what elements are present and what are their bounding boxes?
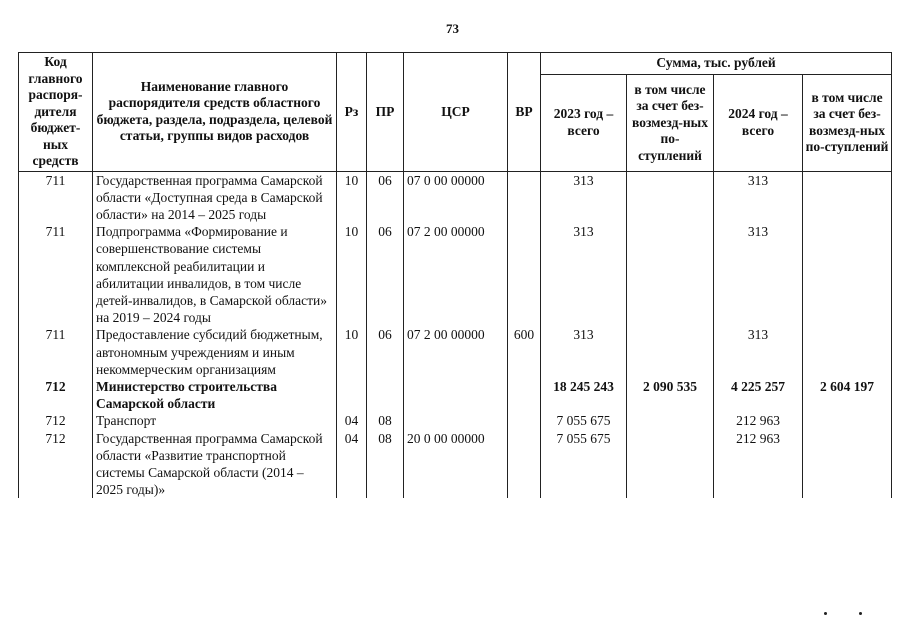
header-pr: ПР: [367, 53, 404, 172]
header-code: Код главного распоря-дителя бюджет-ных средств: [19, 53, 93, 172]
header-vr: ВР: [508, 53, 541, 172]
cell-2024-grants: [803, 326, 892, 378]
cell-csr: [404, 378, 508, 412]
header-2024-total: 2024 год – всего: [714, 75, 803, 172]
cell-2023-total: 7 055 675: [541, 430, 627, 499]
cell-2024-total: 313: [714, 223, 803, 326]
cell-name: Государственная программа Самарской области «Доступная среда в Самарской области» на 2014 – 2025 годы: [93, 171, 337, 223]
cell-rz: 04: [337, 430, 367, 499]
cell-csr: 07 2 00 00000: [404, 223, 508, 326]
cell-rz: 10: [337, 223, 367, 326]
table-row: [19, 223, 892, 326]
table-row: [19, 412, 892, 429]
cell-code: 712: [19, 378, 93, 412]
cell-csr: [404, 412, 508, 429]
cell-2023-grants: [627, 412, 714, 429]
cell-csr: 07 2 00 00000: [404, 326, 508, 378]
cell-csr: 20 0 00 00000: [404, 430, 508, 499]
cell-2023-total: 313: [541, 223, 627, 326]
cell-pr: [367, 378, 404, 412]
cell-name: Государственная программа Самарской области «Развитие транспортной системы Самарской области (2014 – 2025 годы)»: [93, 430, 337, 499]
cell-2023-grants: [627, 430, 714, 499]
cell-rz: 10: [337, 171, 367, 223]
header-2023-grants: в том числе за счет без-возмезд-ных по-ступлений: [627, 75, 714, 172]
cell-vr: [508, 171, 541, 223]
cell-2024-grants: [803, 223, 892, 326]
cell-2023-grants: 2 090 535: [627, 378, 714, 412]
cell-code: 712: [19, 412, 93, 429]
table-row: [19, 430, 892, 499]
cell-2024-total: 313: [714, 171, 803, 223]
cell-rz: [337, 378, 367, 412]
table-row: [19, 378, 892, 412]
cell-2023-grants: [627, 223, 714, 326]
page-number: 73: [446, 21, 459, 36]
cell-2024-total: 4 225 257: [714, 378, 803, 412]
cell-code: 711: [19, 326, 93, 378]
cell-2023-grants: [627, 171, 714, 223]
cell-2024-grants: [803, 412, 892, 429]
table-row: [19, 326, 892, 378]
cell-vr: [508, 412, 541, 429]
cell-pr: 06: [367, 223, 404, 326]
cell-2023-grants: [627, 326, 714, 378]
cell-name: Министерство строительства Самарской области: [93, 378, 337, 412]
header-2023-total: 2023 год – всего: [541, 75, 627, 172]
cell-pr: 08: [367, 412, 404, 429]
cell-2023-total: 313: [541, 326, 627, 378]
budget-table: [18, 52, 892, 498]
cell-2023-total: 18 245 243: [541, 378, 627, 412]
cell-2024-grants: [803, 430, 892, 499]
header-rz: Рз: [337, 53, 367, 172]
cell-code: 711: [19, 223, 93, 326]
cell-2024-total: 212 963: [714, 430, 803, 499]
cell-name: Подпрограмма «Формирование и совершенствование системы комплексной реабилитации и абилитации инвалидов, в том числе детей-инвалидов, в Самарской области» на 2019 – 2024 годы: [93, 223, 337, 326]
cell-pr: 08: [367, 430, 404, 499]
cell-2024-total: 212 963: [714, 412, 803, 429]
cell-2024-grants: [803, 171, 892, 223]
table-row: [19, 171, 892, 223]
header-name: Наименование главного распорядителя средств областного бюджета, раздела, подраздела, целевой статьи, группы видов расходов: [93, 53, 337, 172]
cell-vr: 600: [508, 326, 541, 378]
cell-code: 712: [19, 430, 93, 499]
cell-csr: 07 0 00 00000: [404, 171, 508, 223]
cell-pr: 06: [367, 171, 404, 223]
cell-2023-total: 7 055 675: [541, 412, 627, 429]
cell-rz: 04: [337, 412, 367, 429]
cell-vr: [508, 430, 541, 499]
cell-2024-grants: 2 604 197: [803, 378, 892, 412]
cell-vr: [508, 223, 541, 326]
cell-pr: 06: [367, 326, 404, 378]
cell-code: 711: [19, 171, 93, 223]
cell-vr: [508, 378, 541, 412]
cell-2024-total: 313: [714, 326, 803, 378]
cell-name: Транспорт: [93, 412, 337, 429]
header-csr: ЦСР: [404, 53, 508, 172]
cell-name: Предоставление субсидий бюджетным, автономным учреждениям и иным некоммерческим организациям: [93, 326, 337, 378]
header-sum-group: Сумма, тыс. рублей: [541, 53, 892, 75]
cell-2023-total: 313: [541, 171, 627, 223]
header-2024-grants: в том числе за счет без-возмезд-ных по-ступлений: [803, 75, 892, 172]
cell-rz: 10: [337, 326, 367, 378]
